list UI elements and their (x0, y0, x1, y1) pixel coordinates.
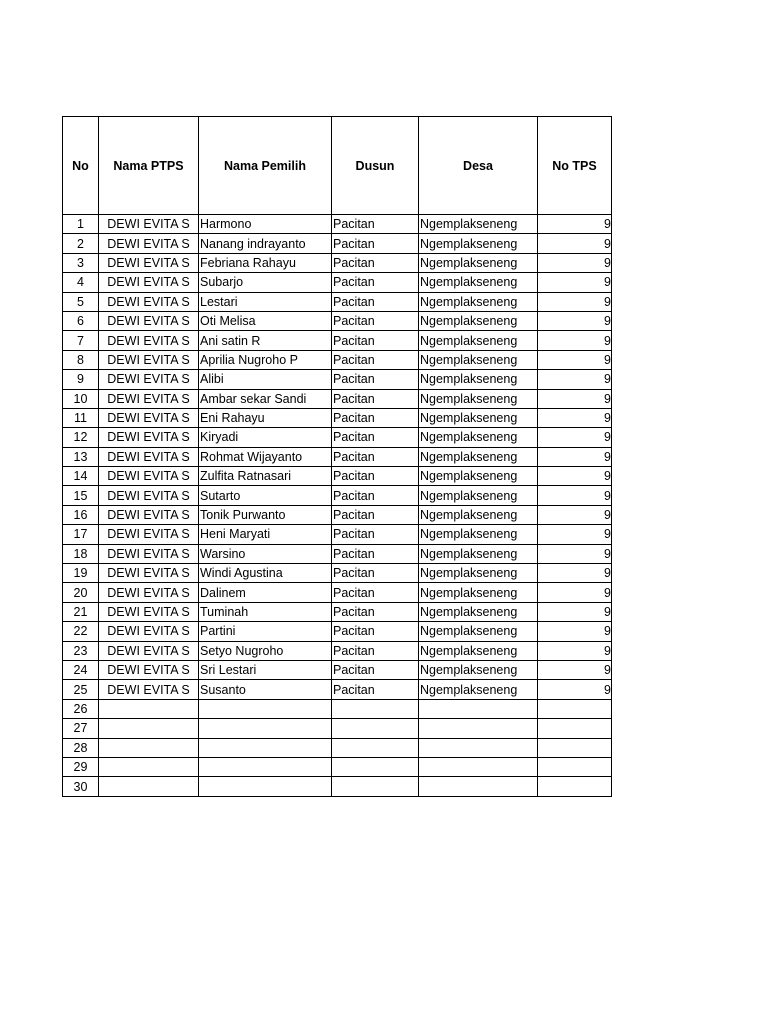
cell-desa: Ngemplakseneng (419, 680, 538, 699)
cell-no: 8 (63, 350, 99, 369)
cell-nama-pemilih: Ambar sekar Sandi (199, 389, 332, 408)
cell-no-tps: 9 (538, 253, 612, 272)
cell-no-tps (538, 699, 612, 718)
cell-nama-ptps (99, 719, 199, 738)
table-body (63, 215, 612, 797)
table-row (63, 622, 612, 641)
cell-dusun: Pacitan (332, 447, 419, 466)
cell-desa (419, 757, 538, 776)
cell-nama-pemilih (199, 757, 332, 776)
table-row (63, 583, 612, 602)
cell-dusun: Pacitan (332, 660, 419, 679)
cell-dusun (332, 719, 419, 738)
table-row (63, 273, 612, 292)
table-row (63, 777, 612, 796)
cell-no: 7 (63, 331, 99, 350)
header-nama-pemilih: Nama Pemilih (199, 117, 332, 215)
cell-nama-ptps: DEWI EVITA S (99, 564, 199, 583)
cell-nama-pemilih: Harmono (199, 215, 332, 234)
cell-no: 14 (63, 467, 99, 486)
cell-dusun: Pacitan (332, 467, 419, 486)
cell-nama-pemilih: Eni Rahayu (199, 408, 332, 427)
cell-dusun: Pacitan (332, 331, 419, 350)
header-no: No (63, 117, 99, 215)
cell-no-tps: 9 (538, 680, 612, 699)
cell-desa: Ngemplakseneng (419, 350, 538, 369)
cell-no-tps: 9 (538, 544, 612, 563)
cell-desa: Ngemplakseneng (419, 389, 538, 408)
cell-nama-ptps (99, 777, 199, 796)
cell-nama-ptps: DEWI EVITA S (99, 641, 199, 660)
cell-nama-pemilih: Febriana Rahayu (199, 253, 332, 272)
cell-no-tps: 9 (538, 234, 612, 253)
cell-nama-pemilih (199, 777, 332, 796)
table-row (63, 660, 612, 679)
table-row (63, 525, 612, 544)
table-row (63, 331, 612, 350)
voter-table (62, 116, 612, 797)
table-row (63, 602, 612, 621)
cell-no: 26 (63, 699, 99, 718)
cell-dusun: Pacitan (332, 525, 419, 544)
cell-no: 16 (63, 505, 99, 524)
cell-nama-ptps: DEWI EVITA S (99, 428, 199, 447)
cell-desa (419, 777, 538, 796)
cell-dusun: Pacitan (332, 564, 419, 583)
cell-desa: Ngemplakseneng (419, 467, 538, 486)
cell-no-tps: 9 (538, 408, 612, 427)
cell-desa: Ngemplakseneng (419, 622, 538, 641)
cell-nama-pemilih: Subarjo (199, 273, 332, 292)
cell-desa: Ngemplakseneng (419, 486, 538, 505)
table-row (63, 292, 612, 311)
cell-no: 11 (63, 408, 99, 427)
header-no-tps: No TPS (538, 117, 612, 215)
cell-no: 27 (63, 719, 99, 738)
table-row (63, 641, 612, 660)
table-row (63, 408, 612, 427)
cell-no-tps: 9 (538, 311, 612, 330)
cell-dusun: Pacitan (332, 680, 419, 699)
cell-desa: Ngemplakseneng (419, 215, 538, 234)
cell-dusun (332, 699, 419, 718)
cell-nama-ptps (99, 738, 199, 757)
table-row (63, 486, 612, 505)
cell-nama-pemilih: Nanang indrayanto (199, 234, 332, 253)
cell-no-tps: 9 (538, 641, 612, 660)
cell-no: 17 (63, 525, 99, 544)
cell-desa: Ngemplakseneng (419, 428, 538, 447)
cell-no: 3 (63, 253, 99, 272)
cell-dusun: Pacitan (332, 311, 419, 330)
cell-nama-ptps: DEWI EVITA S (99, 505, 199, 524)
cell-nama-pemilih: Oti Melisa (199, 311, 332, 330)
table-row (63, 350, 612, 369)
cell-no: 25 (63, 680, 99, 699)
cell-dusun: Pacitan (332, 622, 419, 641)
cell-no-tps: 9 (538, 564, 612, 583)
cell-no: 12 (63, 428, 99, 447)
cell-nama-ptps: DEWI EVITA S (99, 525, 199, 544)
table-row (63, 757, 612, 776)
cell-desa: Ngemplakseneng (419, 311, 538, 330)
cell-nama-ptps (99, 699, 199, 718)
cell-desa: Ngemplakseneng (419, 564, 538, 583)
cell-no-tps (538, 738, 612, 757)
cell-no-tps: 9 (538, 215, 612, 234)
cell-nama-ptps: DEWI EVITA S (99, 273, 199, 292)
cell-nama-pemilih: Alibi (199, 370, 332, 389)
cell-nama-ptps: DEWI EVITA S (99, 447, 199, 466)
cell-dusun: Pacitan (332, 641, 419, 660)
cell-no-tps: 9 (538, 370, 612, 389)
table-row (63, 389, 612, 408)
cell-desa: Ngemplakseneng (419, 505, 538, 524)
cell-no: 13 (63, 447, 99, 466)
table-row (63, 215, 612, 234)
header-dusun: Dusun (332, 117, 419, 215)
cell-nama-ptps: DEWI EVITA S (99, 350, 199, 369)
cell-no-tps: 9 (538, 389, 612, 408)
cell-no: 19 (63, 564, 99, 583)
header-row (63, 117, 612, 215)
cell-dusun (332, 777, 419, 796)
cell-nama-pemilih: Sri Lestari (199, 660, 332, 679)
cell-desa: Ngemplakseneng (419, 408, 538, 427)
cell-no: 29 (63, 757, 99, 776)
cell-nama-pemilih: Dalinem (199, 583, 332, 602)
table-row (63, 253, 612, 272)
cell-nama-ptps: DEWI EVITA S (99, 370, 199, 389)
cell-nama-ptps: DEWI EVITA S (99, 602, 199, 621)
cell-no-tps: 9 (538, 505, 612, 524)
table-row (63, 505, 612, 524)
cell-nama-pemilih (199, 699, 332, 718)
cell-nama-pemilih: Setyo Nugroho (199, 641, 332, 660)
table-row (63, 447, 612, 466)
cell-nama-ptps: DEWI EVITA S (99, 253, 199, 272)
cell-no-tps: 9 (538, 292, 612, 311)
cell-nama-ptps: DEWI EVITA S (99, 486, 199, 505)
cell-no: 10 (63, 389, 99, 408)
cell-nama-ptps: DEWI EVITA S (99, 622, 199, 641)
cell-nama-pemilih (199, 738, 332, 757)
cell-nama-ptps: DEWI EVITA S (99, 215, 199, 234)
cell-no: 23 (63, 641, 99, 660)
cell-dusun: Pacitan (332, 408, 419, 427)
cell-no: 30 (63, 777, 99, 796)
cell-desa: Ngemplakseneng (419, 234, 538, 253)
cell-no-tps: 9 (538, 602, 612, 621)
table-row (63, 428, 612, 447)
table-row (63, 311, 612, 330)
cell-no: 18 (63, 544, 99, 563)
cell-nama-ptps: DEWI EVITA S (99, 389, 199, 408)
cell-nama-pemilih: Heni Maryati (199, 525, 332, 544)
cell-desa: Ngemplakseneng (419, 641, 538, 660)
cell-nama-ptps: DEWI EVITA S (99, 292, 199, 311)
cell-no-tps: 9 (538, 583, 612, 602)
cell-dusun (332, 757, 419, 776)
cell-no-tps: 9 (538, 273, 612, 292)
cell-no-tps (538, 719, 612, 738)
cell-nama-pemilih: Ani satin R (199, 331, 332, 350)
cell-no-tps: 9 (538, 428, 612, 447)
cell-dusun: Pacitan (332, 428, 419, 447)
cell-nama-ptps: DEWI EVITA S (99, 583, 199, 602)
cell-no: 1 (63, 215, 99, 234)
cell-desa: Ngemplakseneng (419, 331, 538, 350)
cell-nama-ptps: DEWI EVITA S (99, 408, 199, 427)
cell-no-tps: 9 (538, 331, 612, 350)
cell-nama-pemilih: Tonik Purwanto (199, 505, 332, 524)
cell-nama-pemilih: Warsino (199, 544, 332, 563)
cell-no-tps: 9 (538, 525, 612, 544)
cell-nama-pemilih: Sutarto (199, 486, 332, 505)
cell-desa (419, 719, 538, 738)
cell-dusun: Pacitan (332, 505, 419, 524)
cell-no-tps: 9 (538, 447, 612, 466)
cell-desa: Ngemplakseneng (419, 602, 538, 621)
cell-nama-ptps (99, 757, 199, 776)
table-row (63, 699, 612, 718)
cell-desa: Ngemplakseneng (419, 447, 538, 466)
cell-no-tps: 9 (538, 622, 612, 641)
cell-desa: Ngemplakseneng (419, 370, 538, 389)
table-row (63, 738, 612, 757)
cell-dusun: Pacitan (332, 253, 419, 272)
cell-nama-pemilih: Windi Agustina (199, 564, 332, 583)
table-row (63, 564, 612, 583)
cell-nama-ptps: DEWI EVITA S (99, 311, 199, 330)
cell-nama-ptps: DEWI EVITA S (99, 544, 199, 563)
cell-nama-ptps: DEWI EVITA S (99, 680, 199, 699)
cell-desa: Ngemplakseneng (419, 253, 538, 272)
header-desa: Desa (419, 117, 538, 215)
cell-desa (419, 738, 538, 757)
cell-no: 21 (63, 602, 99, 621)
cell-nama-ptps: DEWI EVITA S (99, 660, 199, 679)
header-nama-ptps: Nama PTPS (99, 117, 199, 215)
cell-dusun: Pacitan (332, 350, 419, 369)
cell-nama-pemilih: Partini (199, 622, 332, 641)
cell-no: 2 (63, 234, 99, 253)
cell-nama-pemilih: Rohmat Wijayanto (199, 447, 332, 466)
table-row (63, 544, 612, 563)
cell-no-tps: 9 (538, 350, 612, 369)
cell-no: 6 (63, 311, 99, 330)
cell-no: 28 (63, 738, 99, 757)
cell-nama-pemilih: Susanto (199, 680, 332, 699)
table-row (63, 370, 612, 389)
cell-dusun: Pacitan (332, 544, 419, 563)
cell-desa: Ngemplakseneng (419, 544, 538, 563)
cell-nama-ptps: DEWI EVITA S (99, 331, 199, 350)
cell-dusun: Pacitan (332, 234, 419, 253)
cell-dusun: Pacitan (332, 370, 419, 389)
cell-no: 22 (63, 622, 99, 641)
cell-dusun: Pacitan (332, 292, 419, 311)
cell-nama-pemilih: Tuminah (199, 602, 332, 621)
cell-dusun: Pacitan (332, 389, 419, 408)
cell-nama-pemilih: Kiryadi (199, 428, 332, 447)
cell-dusun: Pacitan (332, 583, 419, 602)
cell-nama-pemilih: Aprilia Nugroho P (199, 350, 332, 369)
table-row (63, 719, 612, 738)
cell-dusun: Pacitan (332, 486, 419, 505)
cell-desa (419, 699, 538, 718)
cell-nama-pemilih: Lestari (199, 292, 332, 311)
cell-dusun: Pacitan (332, 215, 419, 234)
cell-no-tps: 9 (538, 467, 612, 486)
cell-no-tps: 9 (538, 486, 612, 505)
cell-no: 9 (63, 370, 99, 389)
cell-no-tps (538, 757, 612, 776)
table-row (63, 680, 612, 699)
cell-nama-ptps: DEWI EVITA S (99, 467, 199, 486)
cell-dusun (332, 738, 419, 757)
cell-no-tps: 9 (538, 660, 612, 679)
table-row (63, 234, 612, 253)
cell-nama-pemilih: Zulfita Ratnasari (199, 467, 332, 486)
cell-nama-ptps: DEWI EVITA S (99, 234, 199, 253)
cell-no: 4 (63, 273, 99, 292)
cell-nama-pemilih (199, 719, 332, 738)
cell-dusun: Pacitan (332, 273, 419, 292)
cell-desa: Ngemplakseneng (419, 273, 538, 292)
cell-desa: Ngemplakseneng (419, 292, 538, 311)
cell-desa: Ngemplakseneng (419, 525, 538, 544)
cell-no: 20 (63, 583, 99, 602)
cell-no: 5 (63, 292, 99, 311)
cell-dusun: Pacitan (332, 602, 419, 621)
cell-no: 24 (63, 660, 99, 679)
cell-desa: Ngemplakseneng (419, 660, 538, 679)
cell-desa: Ngemplakseneng (419, 583, 538, 602)
cell-no-tps (538, 777, 612, 796)
table-row (63, 467, 612, 486)
cell-no: 15 (63, 486, 99, 505)
